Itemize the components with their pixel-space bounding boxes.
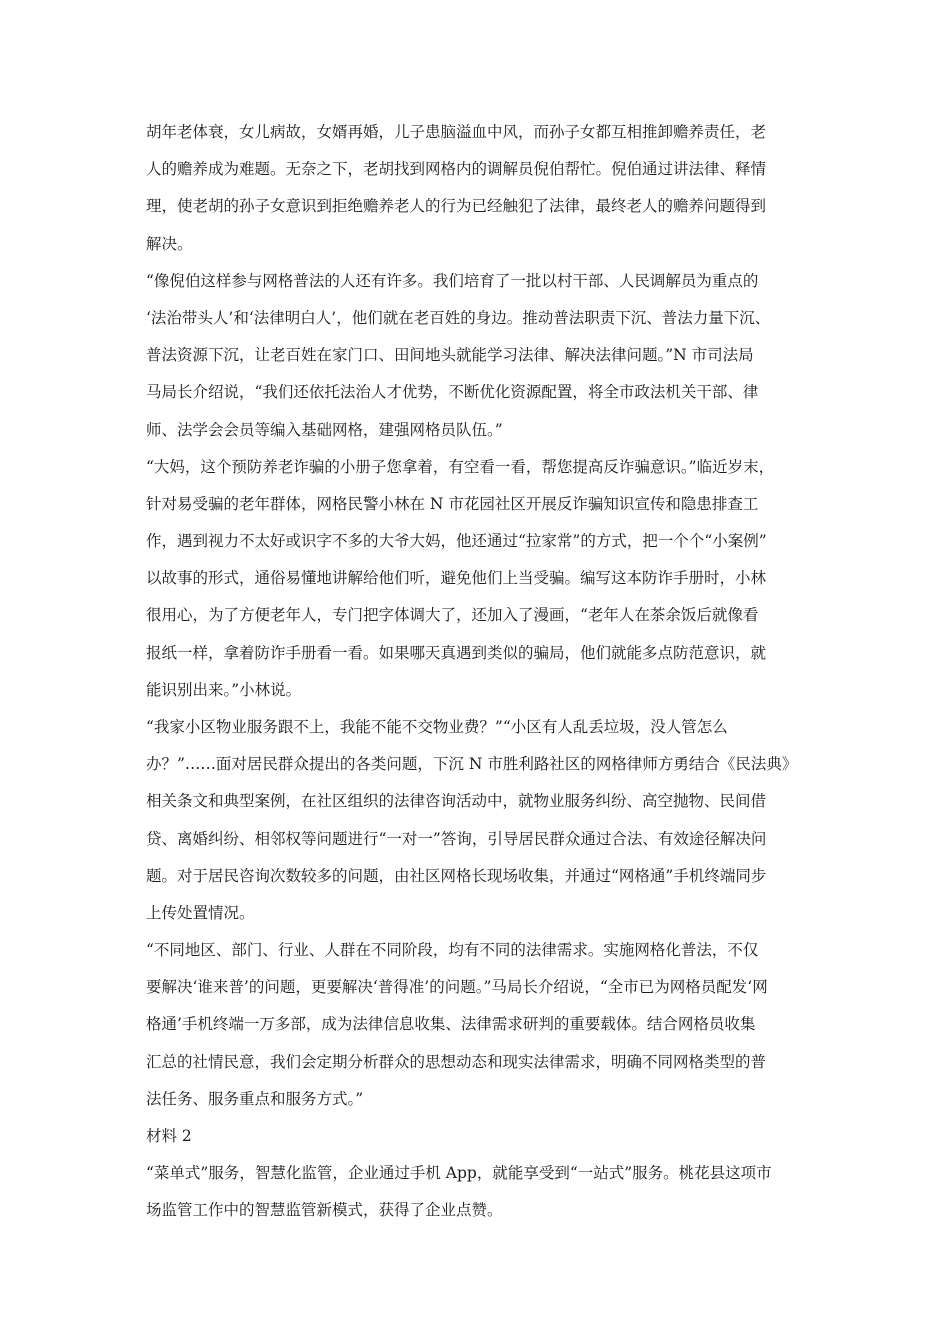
text-line: 人的赡养成为难题。无奈之下，老胡找到网格内的调解员倪伯帮忙。倪伯通过讲法律、释情 [146,160,767,178]
text-line: 汇总的社情民意，我们会定期分析群众的思想动态和现实法律需求，明确不同网格类型的普 [146,1053,767,1071]
text-line: 法任务、服务重点和服务方式。” [146,1090,364,1108]
text-line: 解决。 [146,235,193,253]
text-line: 能识别出来。”小林说。 [146,681,302,699]
text-line: 针对易受骗的老年群体，网格民警小林在 N 市花园社区开展反诈骗知识宣传和隐患排查工 [146,495,759,513]
text-line: 贷、离婚纠纷、相邻权等问题进行“一对一”答询，引导居民群众通过合法、有效途径解决问 [146,830,767,848]
text-line: 普法资源下沉，让老百姓在家门口、田间地头就能学习法律、解决法律问题。”N 市司法局 [146,346,754,364]
text-line: 以故事的形式，通俗易懂地讲解给他们听，避免他们上当受骗。编写这本防诈手册时，小林 [146,569,767,587]
text-line: 师、法学会会员等编入基础网格，建强网格员队伍。” [146,421,503,439]
text-line: 马局长介绍说，“我们还依托法治人才优势，不断优化资源配置，将全市政法机关干部、律 [146,383,759,401]
text-line: 要解决‘谁来普’的问题，更要解决‘普得准’的问题。”马局长介绍说，“全市已为网格员配发‘网 [146,978,768,996]
text-line: “我家小区物业服务跟不上，我能不能不交物业费？”“小区有人乱丢垃圾，没人管怎么 [146,718,728,736]
text-line: 办？”……面对居民群众提出的各类问题，下沉 N 市胜利路社区的网格律师方勇结合《民法典》 [146,755,798,773]
text-line: 场监管工作中的智慧监管新模式，获得了企业点赞。 [146,1201,503,1219]
text-line: 报纸一样，拿着防诈手册看一看。如果哪天真遇到类似的骗局，他们就能多点防范意识，就 [146,644,767,662]
text-line: 胡年老体衰，女儿病故，女婿再婚，儿子患脑溢血中风，而孙子女都互相推卸赡养责任，老 [146,123,767,141]
section-heading: 材料 2 [146,1127,192,1145]
text-line: 很用心，为了方便老年人，专门把字体调大了，还加入了漫画，“老年人在茶余饭后就像看 [146,606,759,624]
text-line: 格通’手机终端一万多部，成为法律信息收集、法律需求研判的重要载体。结合网格员收集 [146,1015,756,1033]
text-line: 上传处置情况。 [146,904,255,922]
text-line: “大妈，这个预防养老诈骗的小册子您拿着，有空看一看，帮您提高反诈骗意识。”临近岁末， [146,458,775,476]
text-line: 理，使老胡的孙子女意识到拒绝赡养老人的行为已经触犯了法律，最终老人的赡养问题得到 [146,197,767,215]
text-line: 作，遇到视力不太好或识字不多的大爷大妈，他还通过“拉家常”的方式，把一个个“小案例” [146,532,767,550]
text-line: “像倪伯这样参与网格普法的人还有许多。我们培育了一批以村干部、人民调解员为重点的 [146,272,759,290]
text-line: 相关条文和典型案例，在社区组织的法律咨询活动中，就物业服务纠纷、高空抛物、民间借 [146,792,767,810]
text-line: ‘法治带头人’和‘法律明白人’，他们就在老百姓的身边。推动普法职责下沉、普法力量下沉、 [146,309,771,327]
text-line: “菜单式”服务，智慧化监管，企业通过手机 App，就能享受到“一站式”服务。桃花县这项市 [146,1164,772,1182]
text-line: 题。对于居民咨询次数较多的问题，由社区网格长现场收集，并通过“网格通”手机终端同步 [146,867,767,885]
text-line: “不同地区、部门、行业、人群在不同阶段，均有不同的法律需求。实施网格化普法，不仅 [146,941,759,959]
